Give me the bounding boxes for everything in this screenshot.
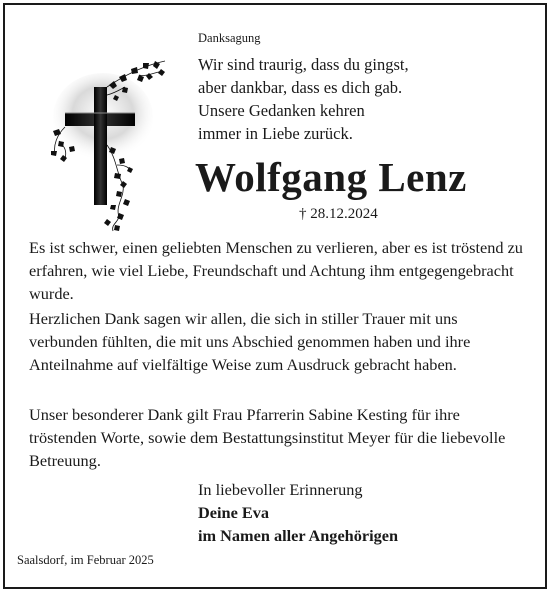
paragraph: Unser besonderer Dank gilt Frau Pfarrerin Sabine Kesting für ihre tröstenden Worte, sowie dem Bestattungsinstitut Meyer für die liebevolle Betreuung. [29,405,506,470]
notice-heading: Danksagung [198,31,261,45]
deceased-name: Wolfgang Lenz [195,154,467,200]
poem-line: Unsere Gedanken kehren [198,101,365,120]
cross-with-ivy-icon [45,55,175,235]
poem-line: immer in Liebe zurück. [198,124,353,143]
poem-line: Wir sind traurig, dass du gingst, [198,55,409,74]
obituary-card [3,3,547,589]
poem-line: aber dankbar, dass es dich gab. [198,78,403,97]
paragraph: Es ist schwer, einen geliebten Menschen zu verlieren, aber es ist tröstend zu erfahren, wie viel Liebe, Freundschaft und Achtung ihm entgegengebracht wurde. [29,238,523,303]
paragraph: Herzlichen Dank sagen wir allen, die sich in stiller Trauer mit uns verbunden fühlten, die mit uns Abschied genommen haben und ihre Anteilnahme auf vielfältige Weise zum Ausdruck gebracht haben. [29,309,471,374]
poem [198,53,409,145]
signer-name: Deine Eva [198,503,269,522]
place-date-footer: Saalsdorf, im Februar 2025 [17,553,154,567]
closing-line: In liebevoller Erinnerung [198,480,363,499]
signer-note: im Namen aller Angehörigen [198,526,399,545]
death-date: † 28.12.2024 [299,206,378,222]
closing-signature [198,478,398,547]
